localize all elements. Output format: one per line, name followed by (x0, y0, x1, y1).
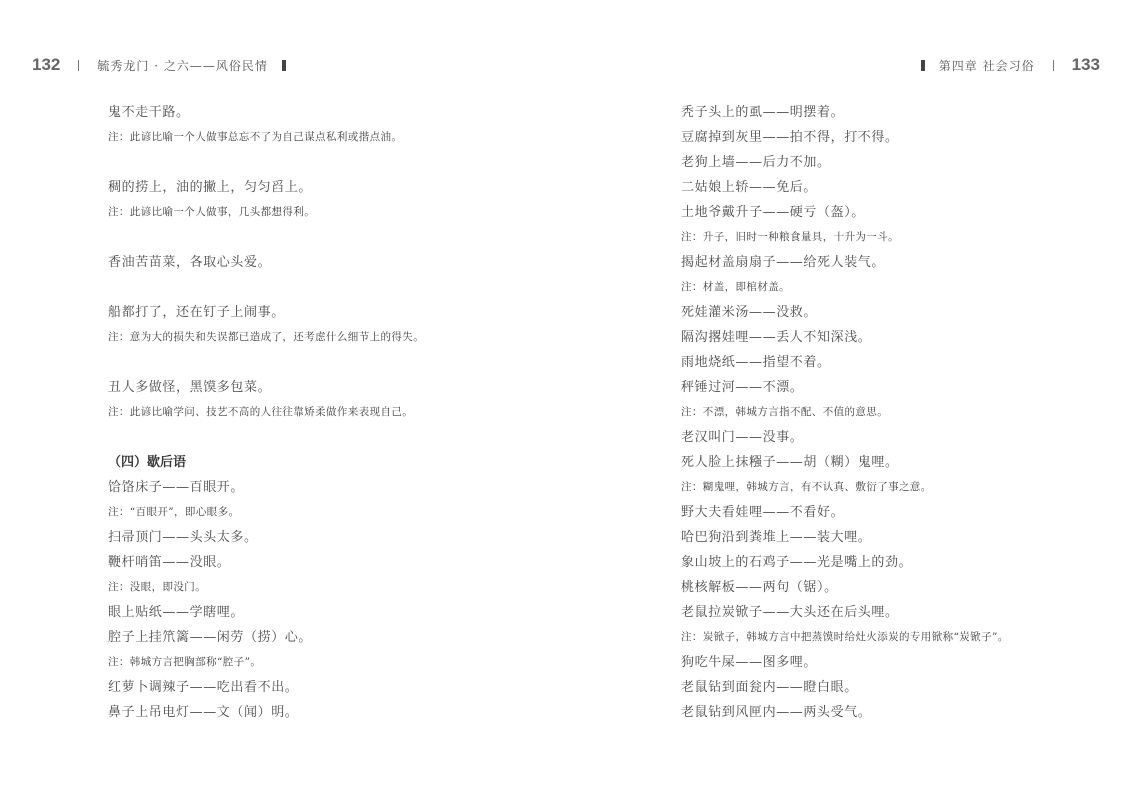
saying-text: 死人脸上抹糨子——胡（糊）鬼哩。 (681, 455, 899, 470)
saying-note: 注：不漂，韩城方言指不配、不值的意思。 (681, 406, 889, 418)
saying-text: 哈巴狗沿到粪堆上——装大哩。 (681, 530, 872, 545)
proverb-note: 注：此谚比喻一个人做事，几头都想得利。 (108, 206, 316, 218)
saying-note: 注：没眼，即没门。 (108, 581, 207, 593)
saying-text: 老鼠钻到面瓮内——瞪白眼。 (681, 680, 858, 695)
proverb-note: 注：此谚比喻一个人做事总忘不了为自己谋点私利或揩点油。 (108, 131, 403, 143)
saying-text: 老鼠钻到风匣内——两头受气。 (681, 705, 872, 720)
header-block-marker (921, 60, 925, 71)
saying-note: 注：“百眼开”，即心眼多。 (108, 506, 240, 518)
right-page-header (907, 54, 1100, 76)
section-heading: （四）歇后语 (108, 455, 187, 470)
saying-text: 豆腐掉到灰里——拍不得，打不得。 (681, 130, 899, 145)
saying-text: 老鼠拉炭锨子——大头还在后头哩。 (681, 605, 899, 620)
saying-text: 狗吃牛屎——图多哩。 (681, 655, 818, 670)
proverb-text: 稠的捞上，油的撇上，匀匀舀上。 (108, 180, 313, 195)
saying-text: 老狗上墙——后力不加。 (681, 155, 831, 170)
saying-text: 红萝卜调辣子——吃出看不出。 (108, 680, 299, 695)
saying-text: 象山坡上的石鸡子——光是嘴上的劲。 (681, 555, 913, 570)
saying-text: 土地爷戴升子——硬亏（盔）。 (681, 205, 865, 220)
proverb-note: 注：此谚比喻学问、技艺不高的人往往靠矫柔做作来表现自己。 (108, 406, 414, 418)
proverb-note: 注：意为大的损失和失误都已造成了，还考虑什么细节上的得失。 (108, 331, 425, 343)
proverb-text: 香油苦苗菜，各取心头爱。 (108, 255, 272, 270)
right-page-number: 133 (1071, 55, 1100, 74)
saying-note: 注：韩城方言把胸部称“腔子”。 (108, 656, 262, 668)
proverb-text: 丑人多做怪，黑馍多包菜。 (108, 380, 272, 395)
spacer (108, 350, 548, 375)
header-separator (78, 60, 79, 71)
saying-text: 死娃灌米汤——没救。 (681, 305, 818, 320)
saying-text: 眼上贴纸——学瞎哩。 (108, 605, 245, 620)
saying-text: 雨地烧纸——指望不着。 (681, 355, 831, 370)
saying-text: 老汉叫门——没事。 (681, 430, 804, 445)
saying-text: 扫帚顶门——头头太多。 (108, 530, 258, 545)
saying-note: 注：炭锨子，韩城方言中把蒸馍时给灶火添炭的专用锨称“炭锨子”。 (681, 631, 1009, 643)
left-page-header (32, 54, 300, 76)
saying-text: 野大夫看娃哩——不看好。 (681, 505, 845, 520)
header-separator (1053, 60, 1054, 71)
left-page-number: 132 (32, 55, 61, 74)
saying-note: 注：升子，旧时一种粮食量具，十升为一斗。 (681, 231, 899, 243)
saying-text: 腔子上挂笊篱——闲劳（捞）心。 (108, 630, 313, 645)
left-running-title: 毓秀龙门 · 之六——风俗民情 (97, 58, 268, 73)
saying-text: 秤锤过河——不漂。 (681, 380, 804, 395)
saying-text: 鞭杆哨笛——没眼。 (108, 555, 231, 570)
left-page-body (108, 100, 548, 725)
proverb-text: 鬼不走干路。 (108, 105, 190, 120)
saying-text: 饸饹床子——百眼开。 (108, 480, 245, 495)
saying-text: 桃核解板——两句（锯）。 (681, 580, 838, 595)
right-running-title: 第四章 社会习俗 (938, 58, 1035, 73)
saying-text: 揭起材盖扇扇子——给死人装气。 (681, 255, 886, 270)
saying-text: 秃子头上的虱——明摆着。 (681, 105, 845, 120)
saying-note: 注：材盖，即棺材盖。 (681, 281, 790, 293)
proverb-text: 船都打了，还在钉子上闹事。 (108, 305, 285, 320)
spacer (108, 150, 548, 175)
saying-note: 注：糊鬼哩，韩城方言，有不认真、敷衍了事之意。 (681, 481, 932, 493)
saying-text: 隔沟撂娃哩——丢人不知深浅。 (681, 330, 872, 345)
spacer (108, 275, 548, 300)
spacer (108, 425, 548, 450)
saying-text: 二姑娘上轿——免后。 (681, 180, 818, 195)
spacer (108, 225, 548, 250)
header-block-marker (282, 60, 286, 71)
saying-text: 鼻子上吊电灯——文（闻）明。 (108, 705, 299, 720)
right-page-body (681, 100, 1101, 725)
